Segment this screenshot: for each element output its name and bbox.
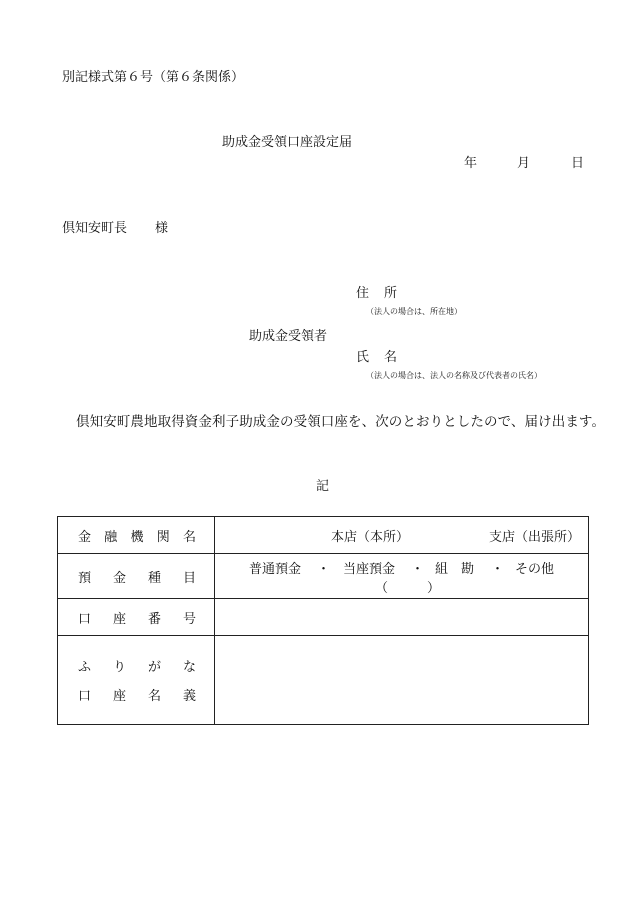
addressee-name: 倶知安町長 bbox=[62, 221, 128, 236]
account-number-value-cell[interactable] bbox=[215, 599, 589, 636]
deposit-label-char: 目 bbox=[182, 570, 196, 586]
name-label-1: 氏 bbox=[356, 350, 370, 365]
account-name-label-char: 名 bbox=[147, 689, 161, 704]
account-number-label-char: 番 bbox=[147, 611, 161, 627]
account-number-label-char: 口 bbox=[78, 611, 92, 627]
deposit-option-kumikan[interactable]: 組 勘 bbox=[435, 562, 475, 577]
deposit-options-cell[interactable] bbox=[215, 554, 589, 599]
bank-label-char: 機 bbox=[130, 529, 144, 545]
date-day-label: 日 bbox=[571, 156, 585, 171]
address-label-2: 所 bbox=[384, 286, 398, 301]
deposit-option-ordinary[interactable]: 普通預金 bbox=[249, 562, 302, 577]
account-name-label-char: 座 bbox=[112, 689, 126, 704]
name-note: （法人の場合は、法人の名称及び代表者の氏名） bbox=[366, 371, 542, 380]
bank-label-char: 融 bbox=[104, 529, 118, 545]
name-label-2: 名 bbox=[384, 350, 398, 365]
deposit-option-separator: ・ bbox=[411, 562, 425, 577]
furigana-label-char: り bbox=[112, 660, 126, 675]
recipient-role-label: 助成金受領者 bbox=[249, 329, 328, 344]
statement-text: 倶知安町農地取得資金利子助成金の受領口座を、次のとおりとしたので、届け出ます。 bbox=[76, 414, 606, 430]
bank-value-cell[interactable] bbox=[215, 517, 589, 554]
account-name-value-cell[interactable] bbox=[215, 636, 589, 725]
table-row-account-number bbox=[58, 599, 589, 636]
bank-label-char: 名 bbox=[182, 529, 196, 545]
table-row-account-name bbox=[58, 636, 589, 725]
deposit-label-char: 種 bbox=[147, 570, 161, 586]
document-title: 助成金受領口座設定届 bbox=[222, 135, 353, 150]
ki-heading: 記 bbox=[316, 479, 330, 494]
account-name-label-char: 口 bbox=[78, 689, 92, 704]
branch-label: 支店（出張所） bbox=[489, 530, 581, 545]
account-number-label-cell bbox=[58, 599, 215, 636]
bank-label-char: 金 bbox=[78, 529, 92, 545]
furigana-label-char: が bbox=[147, 660, 161, 675]
head-office-label: 本店（本所） bbox=[331, 530, 410, 545]
account-table bbox=[57, 516, 589, 725]
bank-label-cell bbox=[58, 517, 215, 554]
furigana-label-char: ふ bbox=[78, 660, 92, 675]
deposit-other-parentheses: （ ） bbox=[375, 581, 441, 596]
deposit-option-separator: ・ bbox=[317, 562, 331, 577]
furigana-label-char: な bbox=[182, 660, 196, 675]
date-year-label: 年 bbox=[464, 156, 478, 171]
account-number-label-char: 座 bbox=[112, 611, 126, 627]
account-number-label-char: 号 bbox=[182, 611, 196, 627]
form-number: 別記様式第６号（第６条関係） bbox=[62, 70, 245, 85]
deposit-label-char: 預 bbox=[78, 570, 92, 586]
table-row-deposit bbox=[58, 554, 589, 599]
date-month-label: 月 bbox=[517, 156, 531, 171]
addressee-honorific: 様 bbox=[155, 221, 169, 236]
deposit-label-cell bbox=[58, 554, 215, 599]
deposit-option-separator: ・ bbox=[491, 562, 505, 577]
account-name-label-char: 義 bbox=[182, 689, 196, 704]
table-row-bank bbox=[58, 517, 589, 554]
account-name-label-cell bbox=[58, 636, 215, 725]
address-label-1: 住 bbox=[356, 286, 370, 301]
deposit-option-other[interactable]: その他 bbox=[515, 562, 555, 577]
bank-label-char: 関 bbox=[156, 529, 170, 545]
deposit-option-current[interactable]: 当座預金 bbox=[343, 562, 396, 577]
address-note: （法人の場合は、所在地） bbox=[366, 307, 462, 316]
deposit-label-char: 金 bbox=[112, 570, 126, 586]
